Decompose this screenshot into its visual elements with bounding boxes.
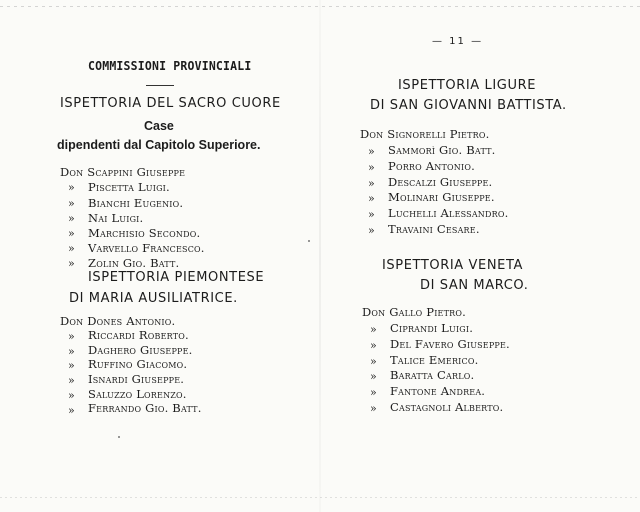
ditto-mark: » bbox=[68, 404, 75, 417]
title-rule bbox=[146, 85, 174, 86]
person-name: Scappini Giuseppe bbox=[87, 165, 186, 179]
lead-prefix: Don bbox=[60, 165, 84, 179]
ditto-mark: » bbox=[370, 339, 377, 352]
ditto-mark: » bbox=[370, 386, 377, 399]
ditto-mark: » bbox=[68, 389, 75, 402]
person-name: Ferrando Gio. Batt. bbox=[88, 401, 202, 415]
person-name: Daghero Giuseppe. bbox=[88, 343, 193, 357]
person-name: Castagnoli Alberto. bbox=[390, 400, 504, 414]
person-name: Molinari Giuseppe. bbox=[388, 190, 495, 204]
section-heading-piemontese: ISPETTORIA PIEMONTESE bbox=[88, 270, 265, 285]
section-heading-veneta: ISPETTORIA VENETA bbox=[382, 258, 523, 273]
person-name: Del Favero Giuseppe. bbox=[390, 337, 510, 351]
ditto-mark: » bbox=[370, 370, 377, 383]
ditto-mark: » bbox=[68, 257, 75, 270]
ditto-mark: » bbox=[68, 181, 75, 194]
section-heading-sacro-cuore: ISPETTORIA DEL SACRO CUORE bbox=[60, 96, 281, 111]
person-name: Gallo Pietro. bbox=[389, 305, 466, 319]
ditto-mark: » bbox=[370, 402, 377, 415]
person-name: Riccardi Roberto. bbox=[88, 328, 189, 342]
person-name: Nai Luigi. bbox=[88, 211, 144, 225]
person-name: Sammorì Gio. Batt. bbox=[388, 143, 496, 157]
ditto-mark: » bbox=[68, 242, 75, 255]
person-name: Varvello Francesco. bbox=[88, 241, 205, 255]
section-heading-san-marco: DI SAN MARCO. bbox=[420, 278, 529, 293]
person-name: Dones Antonio. bbox=[87, 314, 176, 328]
paper-speck bbox=[118, 436, 120, 438]
ditto-mark: » bbox=[68, 330, 75, 343]
person-name: Bianchi Eugenio. bbox=[88, 196, 184, 210]
lead-prefix: Don bbox=[60, 314, 84, 328]
lead-prefix: Don bbox=[360, 127, 384, 141]
ditto-mark: » bbox=[368, 145, 375, 158]
person-name: Piscetta Luigi. bbox=[88, 180, 170, 194]
subheading-dipendenti: dipendenti dal Capitolo Superiore. bbox=[57, 138, 261, 152]
lead-prefix: Don bbox=[362, 305, 386, 319]
right-page bbox=[320, 0, 640, 512]
person-name: Fantone Andrea. bbox=[390, 384, 486, 398]
list-item bbox=[60, 314, 175, 328]
ditto-mark: » bbox=[68, 374, 75, 387]
ditto-mark: » bbox=[368, 224, 375, 237]
section-heading-ligure: ISPETTORIA LIGURE bbox=[398, 78, 537, 93]
ditto-mark: » bbox=[68, 212, 75, 225]
subheading-case: Case bbox=[144, 119, 174, 133]
list-item bbox=[360, 127, 489, 141]
person-name: Saluzzo Lorenzo. bbox=[88, 387, 187, 401]
person-name: Descalzi Giuseppe. bbox=[388, 175, 493, 189]
ditto-mark: » bbox=[368, 208, 375, 221]
list-item bbox=[362, 305, 466, 319]
section-heading-san-giovanni: DI SAN GIOVANNI BATTISTA. bbox=[370, 98, 567, 113]
list-item bbox=[60, 165, 185, 179]
ditto-mark: » bbox=[368, 192, 375, 205]
person-name: Ruffino Giacomo. bbox=[88, 357, 188, 371]
person-name: Ciprandi Luigi. bbox=[390, 321, 474, 335]
page-number: — 11 — bbox=[432, 36, 484, 47]
ditto-mark: » bbox=[368, 177, 375, 190]
ditto-mark: » bbox=[370, 355, 377, 368]
ditto-mark: » bbox=[68, 197, 75, 210]
ditto-mark: » bbox=[370, 323, 377, 336]
ditto-mark: » bbox=[68, 227, 75, 240]
section-heading-maria-ausiliatrice: DI MARIA AUSILIATRICE. bbox=[69, 291, 238, 306]
person-name: Porro Antonio. bbox=[388, 159, 475, 173]
person-name: Luchelli Alessandro. bbox=[388, 206, 509, 220]
ditto-mark: » bbox=[68, 359, 75, 372]
person-name: Marchisio Secondo. bbox=[88, 226, 201, 240]
ditto-mark: » bbox=[68, 345, 75, 358]
page-title: COMMISSIONI PROVINCIALI bbox=[88, 58, 252, 73]
paper-speck bbox=[308, 240, 310, 242]
person-name: Talice Emerico. bbox=[390, 353, 479, 367]
person-name: Travaini Cesare. bbox=[388, 222, 480, 236]
person-name: Zolin Gio. Batt. bbox=[88, 256, 180, 270]
person-name: Baratta Carlo. bbox=[390, 368, 475, 382]
person-name: Isnardi Giuseppe. bbox=[88, 372, 185, 386]
person-name: Signorelli Pietro. bbox=[387, 127, 490, 141]
ditto-mark: » bbox=[368, 161, 375, 174]
